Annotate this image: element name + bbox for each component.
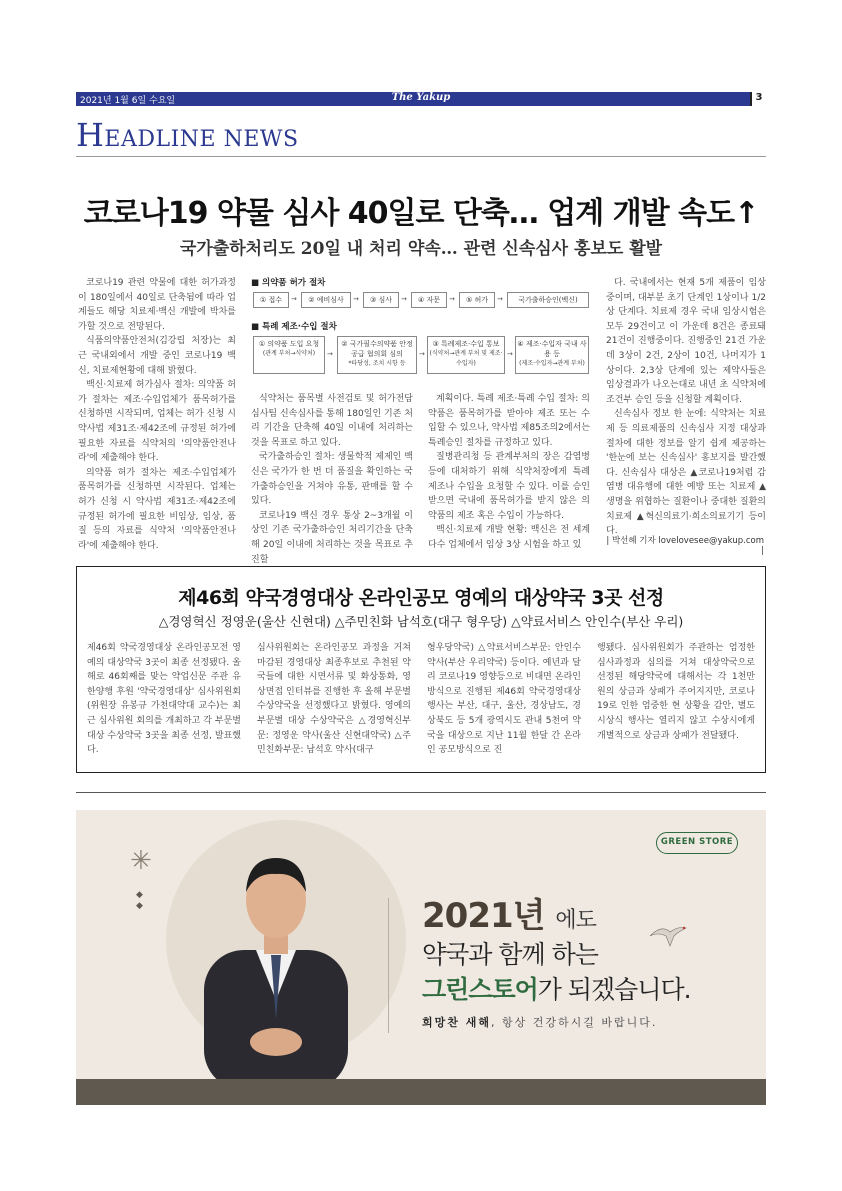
paragraph: 식품의약품안전처(김강립 처장)는 최근 국내외에서 개발 중인 코로나19 백신, 치료제현황에 대해 밝혔다. [78,336,236,376]
spokesperson-photo [176,830,376,1080]
arrow-icon: → [497,295,503,303]
article-column-4 [606,276,766,539]
award-article-box [76,566,766,773]
paragraph: 식약처는 품목별 사전검토 및 허가전담심사팀 신속심사를 통해 180일인 기존 처리 기간을 단축해 40일 이내에 처리하는 것을 목표로 하고 있다. [251,394,413,448]
article-column-2 [251,392,413,567]
flow-step: ① 접수 [253,292,289,308]
paragraph: 신속심사 정보 한 눈에: 식약처는 치료제 등 의료제품의 신속심사 지정 대상과 절차에 대한 정보를 알기 쉽게 제공하는 '한눈에 보는 신속심사' 홍보지를 발간했다. 신속심사 대상은 ▲코로나19처럼 감염병 대유행에 대한 예방 또는 치료제 ▲생명을 위협하는 질환이나 중대한 질환의 치료제 ▲혁신의료기·희소의료기기 등이다. [606,409,766,537]
flow-step: ⑤ 허가 [459,292,495,308]
paragraph: 코로나19 백신 경우 통상 2~3개월 이상인 기존 국가출하승인 처리기간을 단축해 20일 이내에 처리하는 것을 목표로 추진할 [251,510,413,565]
diagram-section-label: ■ 특례 제조·수입 절차 [251,322,337,332]
diagram-section-label: ■ 의약품 허가 절차 [251,278,326,288]
flow-step-title: ① 의약품 도입 요청 [258,340,320,348]
arrow-icon: → [449,295,455,303]
vertical-divider [388,898,389,1033]
award-column-2: 심사위원회는 온라인공모 과정을 거쳐 마감된 경영대상 최종후보로 추천된 약국들에 대한 시면서류 및 화상통화, 영상면접 인터뷰를 진행한 후 올해 부문별 수상약국을 선정했다고 밝혔다. 영예의 부문별 대상 수상약국은 △경영혁신부문: 정영운 약사(울산 신현대약국) △주민친화부문: 남석호 약사(대구 [257,643,411,756]
section-title-initial: H [76,116,105,154]
reporter-byline: | 박선혜 기자 lovelovesee@yakup.com | [606,536,764,556]
article-column-1 [78,276,236,553]
flow-step [515,336,589,374]
ad-headline-year [422,888,596,937]
ad-greeting [422,1014,657,1030]
article-headline: 코로나19 약물 심사 40일로 단축… 업계 개발 속도↑ [83,196,759,231]
paragraph: 질병관리청 등 관계부처의 장은 감염병 등에 대처하기 위해 식약처장에게 특례 제조나 수입을 요청할 수 있다. 이를 승인받으면 국내에 품목허가를 받지 않은 의약품의 제조 혹은 수입이 가능하다. [428,452,590,521]
flow-step-detail: (관계 부처→식약처) [262,350,316,357]
page-number: 3 [750,92,766,106]
publication-logo: The Yakup [391,92,451,103]
ad-greeting-bold: 희망찬 새해 [422,1016,491,1029]
arrow-icon: → [507,350,513,358]
section-title-rest: EADLINE NEWS [104,127,299,152]
arrow-icon: → [401,295,407,303]
arrow-icon: → [291,295,297,303]
crane-icon [648,922,688,948]
flow-step: ② 예비심사 [301,292,351,308]
page-header-bar [76,92,766,106]
flow-step [427,336,505,374]
diamond-dots-icon: ◆ ◆ [136,890,143,911]
paragraph: 백신·치료제 개발 현황: 백신은 전 세계 다수 업체에서 임상 3상 시험을 하고 있 [428,525,590,550]
ad-headline-rest: 가 되겠습니다. [537,975,691,1004]
paragraph: 다. 국내에서는 현재 5개 제품이 임상 중이며, 대부분 초기 단계인 1상이나 1/2상 단계다. 치료제 경우 국내 임상시험은 모두 29건이고 이 가운데 8건은 종료돼 21건이 진행중이다. 진행중인 21건 가운데 3상이 2건, 2상이 10건, 나머지가 1상이다. 2,3상 단계에 있는 제약사들은 임상결과가 나오는대로 내년 초 식약처에 조건부 승인 등을 신청할 계획이다. [606,278,766,405]
flow-step-detail: (식약처→관계 부처 및 제조·수입자) [429,350,503,367]
ad-greeting-rest: , 항상 건강하시길 바랍니다. [490,1016,658,1029]
approval-process-diagram [251,276,591,386]
flow-step-title: ④ 제조·수입자 국내 사용 등 [517,340,587,358]
paragraph: 백신·치료제 허가심사 절차: 의약품 허가 절차는 제조·수입업체가 품목허가를 신청하면 시작되며, 업체는 허가 신청 시 약사법 제31조·제42조에 규정된 허가에 필요한 자료를 식약처의 '의약품안전나라'에 제출해야 한다. [78,380,236,464]
flow-step: 국가출하승인(백신) [507,292,589,308]
arrow-icon: → [327,350,333,358]
ad-headline-line3 [422,970,691,1006]
flow-step: ③ 심사 [363,292,399,308]
award-column-4: 행됐다. 심사위원회가 주관하는 엄정한 심사과정과 심의를 거쳐 대상약국으로 선정된 해당약국에 대해서는 각 1천만 원의 상금과 상패가 주어지지만, 코로나19로 인한 엄중한 현 상황을 감안, 별도 시상식 행사는 열리지 않고 수상시에게 개별적으로 상금과 상패가 전달됐다. [597,643,755,741]
section-title [76,116,299,154]
paragraph: 계획이다. 특례 제조·특례 수입 절차: 의약품은 품목허가를 받아야 제조 또는 수입할 수 있으나, 약사법 제85조의2에서는 특례승인 절차를 규정하고 있다. [428,394,590,448]
ad-divider [76,792,766,793]
article-subheadline: 국가출하처리도 20일 내 처리 약속… 관련 신속심사 홍보도 활발 [179,239,663,259]
ad-footer-band [76,1079,766,1105]
ad-year-suffix: 에도 [555,908,596,933]
award-headline: 제46회 약국경영대상 온라인공모 영예의 대상약국 3곳 선정 [178,587,664,609]
green-store-advertisement [76,810,766,1105]
flow-step-title: ② 국가필수의약품 안정공급 협의회 심의 [341,340,413,358]
article-column-3 [428,392,590,553]
award-subheadline: △경영혁신 정영운(울산 신현대) △주민친화 남석호(대구 형우당) △약료서비스 안인수(부산 우리) [158,614,684,629]
paragraph: 의약품 허가 절차는 제조·수입업체가 품목허가를 신청하면 시작된다. 업체는 허가 신청 시 약사법 제31조·제42조에 규정된 허가에 필요한 비임상, 임상, 품질 등의 자료를 식약처 '의약품안전나라'에 제출해야 한다. [78,467,236,551]
arrow-icon: → [419,350,425,358]
ad-headline-line2: 약국과 함께 하는 [422,940,598,969]
award-column-1: 제46회 약국경영대상 온라인공모전 영예의 대상약국 3곳이 최종 선정됐다. 올해로 46회째를 맞는 약업신문 주관 유한양행 후원 '약국경영대상' 심사위원회(위원장 유봉규 가천대약대 교수)는 최근 심사위원 회의를 개최하고 각 부문별 대상 수상약국 3곳을 최종 선정, 발표했다. [87,643,241,756]
paragraph: 코로나19 관련 약물에 대한 허가과정이 180일에서 40일로 단축됨에 따라 업계들도 해당 치료제·백신 개발에 박차를 가할 것으로 전망된다. [78,278,236,332]
arrow-icon: → [353,295,359,303]
sparkle-icon: ✳ [130,846,152,876]
flow-step [253,336,325,374]
flow-step: ④ 자문 [411,292,447,308]
issue-date: 2021년 1월 6일 수요일 [80,96,176,106]
ad-brand-highlight: 그린스토어 [422,975,538,1004]
section-divider [76,156,766,157]
ad-year: 2021년 [422,896,545,936]
paragraph: 국가출하승인 절차: 생물학적 제제인 백신은 국가가 한 번 더 품질을 확인하는 국가출하승인을 거쳐야 유통, 판매를 할 수 있다. [251,452,413,507]
flow-step-title: ③ 특례제조·수입 통보 [432,340,500,348]
green-store-logo: GREEN STORE [656,832,738,854]
flow-step-detail: (제조·수입자→관계 부처) [519,360,585,367]
flow-step [337,336,417,374]
flow-step-detail: *타당성, 조치 시항 등 [348,360,406,367]
award-column-3: 형우당약국) △약료서비스부문: 안인수 약사(부산 우리약국) 등이다. 예년과 달리 코로나19 영향등으로 비대면 온라인방식으로 진행된 제46회 약국경영대상 행사는 부산, 대구, 울산, 경상남도, 경상북도 등 5개 광역시도 관내 5천여 약국을 대상으로 지난 11월 한달 간 온라인 공모방식으로 진 [427,643,581,756]
